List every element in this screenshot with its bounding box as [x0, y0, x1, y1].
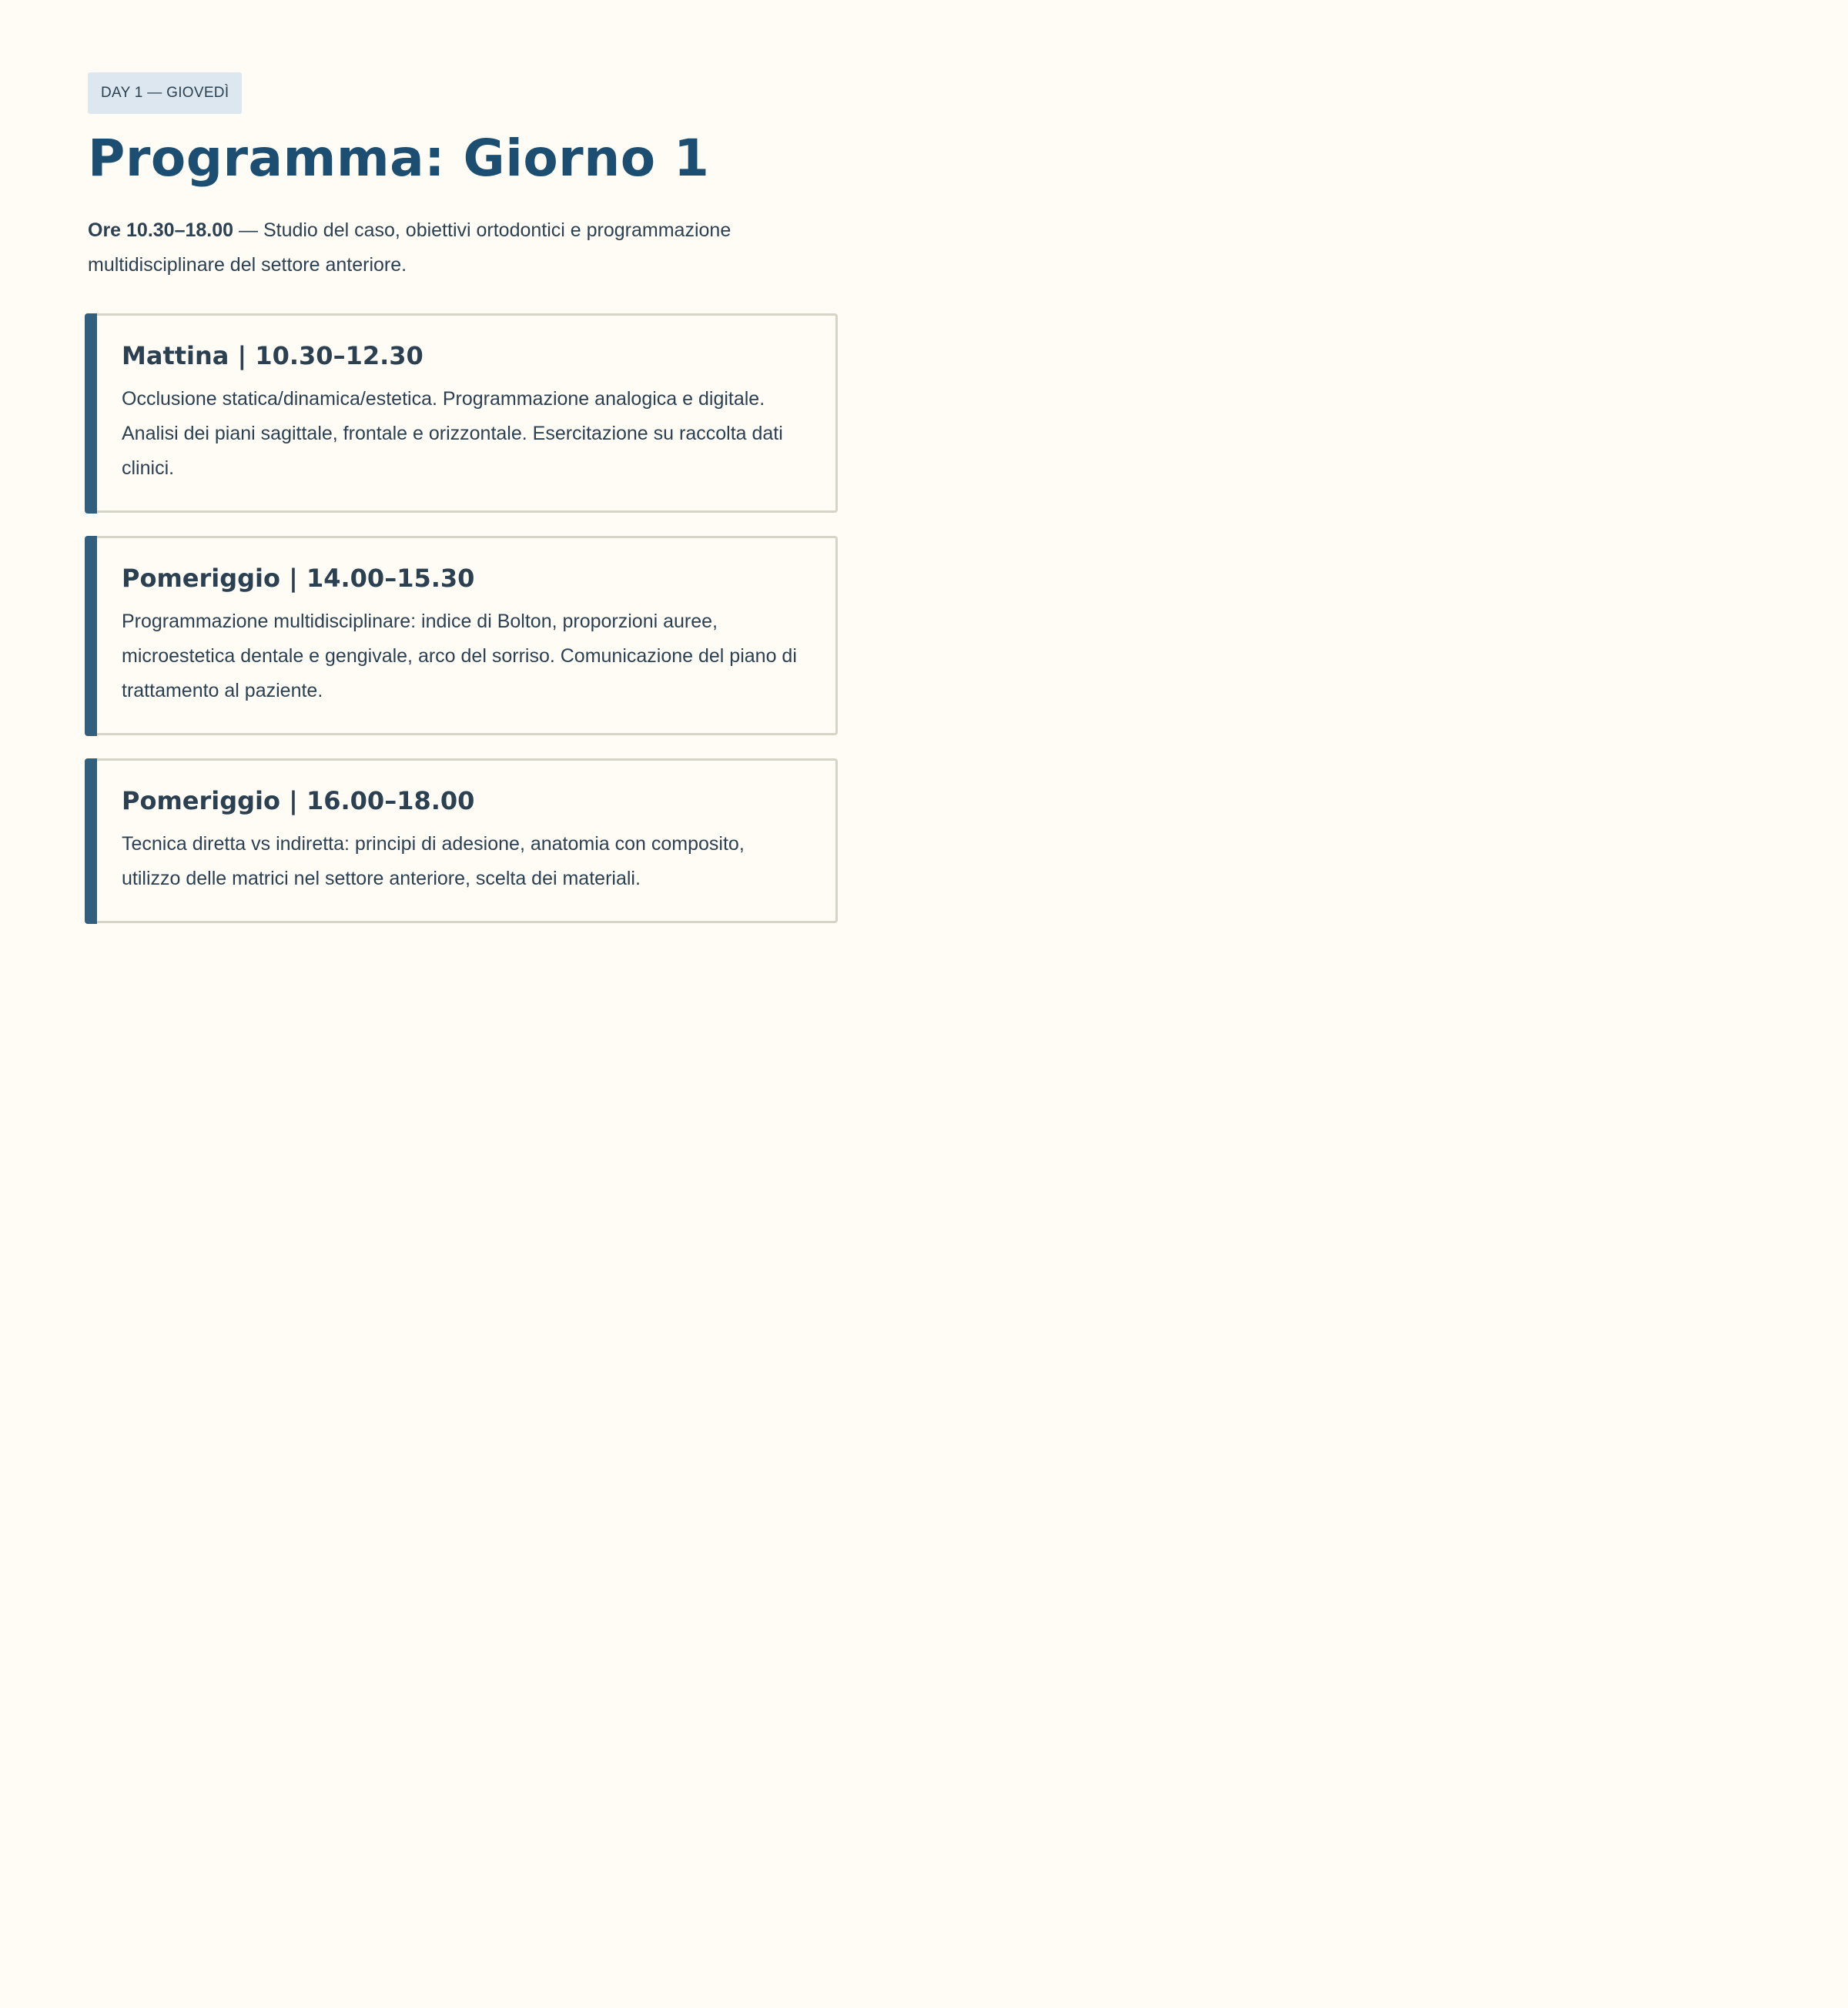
- session-description: Occlusione statica/dinamica/estetica. Programmazione analogica e digitale. Analisi dei piani sagittale, frontale e orizzontale. Esercitazione su raccolta dati clinici.: [122, 388, 783, 480]
- day-badge: DAY 1 — GIOVEDÌ: [88, 72, 242, 114]
- session-card-morning: [85, 313, 838, 513]
- session-card-afternoon-1: [85, 536, 838, 735]
- session-title: Mattina | 10.30–12.30: [122, 341, 424, 371]
- program-page: [0, 0, 924, 992]
- intro-text: — Studio del caso, obiettivi ortodontici e programmazione multidisciplinare del settore anteriore.: [88, 219, 732, 276]
- page-title: Programma: Giorno 1: [88, 129, 710, 188]
- intro-paragraph: [88, 213, 827, 283]
- session-description: Programmazione multidisciplinare: indice di Bolton, proporzioni auree, microestetica dentale e gengivale, arco del sorriso. Comunicazione del piano di trattamento al paziente.: [122, 611, 797, 702]
- intro-hours: Ore 10.30–18.00: [88, 219, 234, 242]
- session-description: Tecnica diretta vs indiretta: principi di adesione, anatomia con composito, utilizzo delle matrici nel settore anteriore, scelta dei materiali.: [122, 833, 745, 890]
- session-title: Pomeriggio | 14.00–15.30: [122, 564, 475, 594]
- session-title: Pomeriggio | 16.00–18.00: [122, 786, 475, 816]
- session-card-afternoon-2: [85, 758, 838, 923]
- session-list: [88, 313, 839, 923]
